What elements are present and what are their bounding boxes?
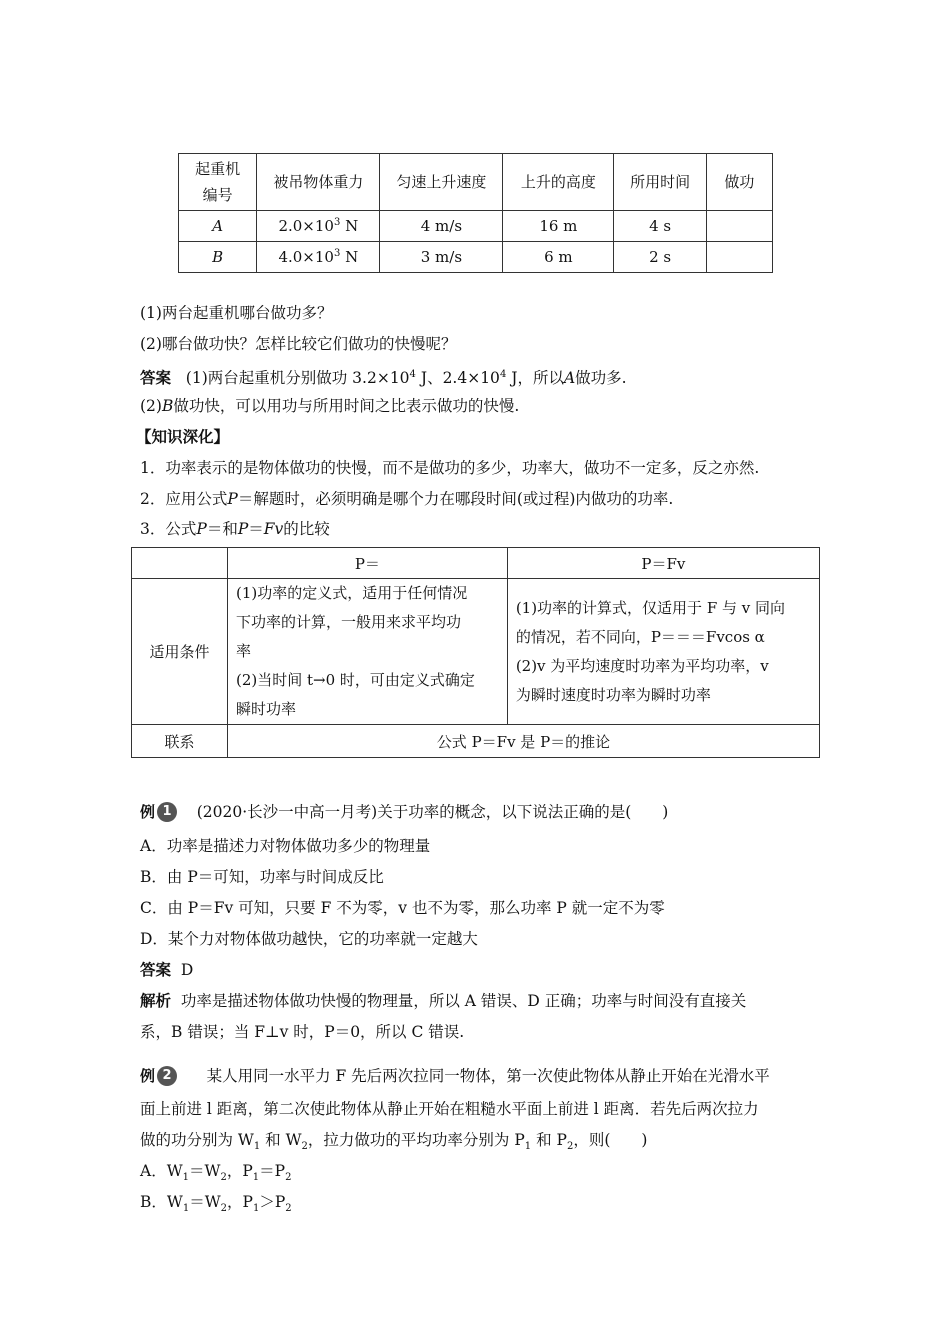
cell-weight: $4.0\times 10^3$ N (257, 242, 380, 273)
header-crane-id: 起重机 编号 (179, 154, 257, 211)
cell-def-conditions: (1)功率的定义式，适用于任何情况 下功率的计算，一般用来求平均功 率 (2)当时间 t→0 时，可由定义式确定 瞬时功率 (227, 579, 507, 725)
formula-compare-table (131, 547, 820, 758)
crane-table (178, 153, 773, 273)
example-1-analysis: 解析 功率是描述物体做功快慢的物理量，所以 A 错误、D 正确；功率与时间没有直接关 (140, 991, 747, 1010)
cell-id: A (179, 211, 257, 242)
example-1-stem: 例 1 (2020·长沙一中高一月考)关于功率的概念，以下说法正确的是( ) (140, 803, 669, 821)
answer-1: 答案 (1)两台起重机分别做功 $3.2\times 10^4$ J、$2.4\times 10^4$ J，所以A做功多. (140, 368, 627, 388)
answer-1-line2: (2)B做功快，可以用功与所用时间之比表示做功的快慢. (140, 397, 520, 415)
row-label-relation: 联系 (132, 725, 228, 758)
cell-fv-conditions: (1)功率的计算式，仅适用于 F 与 v 同向 的情况，若不同向，P＝＝＝Fvcos α (2)v 为平均速度时功率为平均功率，v 为瞬时速度时功率为瞬时功率 (507, 579, 819, 725)
deepen-title: 【知识深化】 (136, 427, 230, 446)
deepen-point-3: 3．公式P＝和P＝Fv的比较 (140, 520, 330, 538)
header-p-def: P＝ (227, 548, 507, 579)
header-empty (132, 548, 228, 579)
example-2-option-b: B．$W_1=W_2$，$P_1>P_2$ (140, 1193, 292, 1215)
cell-relation: 公式 P＝Fv 是 P＝的推论 (227, 725, 819, 758)
example-1-answer: 答案 D (140, 960, 194, 979)
example-1-option-a: A．功率是描述力对物体做功多少的物理量 (140, 837, 431, 855)
example-1-option-d: D．某个力对物体做功越快，它的功率就一定越大 (140, 930, 478, 948)
table-row (179, 211, 773, 242)
example-2-stem-2: 面上前进 l 距离，第二次使此物体从静止开始在粗糙水平面上前进 l 距离．若先后两次拉力 (140, 1100, 759, 1118)
example-2-stem: 例 2 某人用同一水平力 F 先后两次拉同一物体，第一次使此物体从静止开始在光滑水平 (140, 1067, 770, 1085)
header-speed: 匀速上升速度 (380, 154, 503, 211)
header-height: 上升的高度 (503, 154, 614, 211)
table-header-row (179, 154, 773, 211)
header-p-fv: P＝Fv (507, 548, 819, 579)
example-number-badge: 1 (157, 802, 177, 822)
header-work: 做功 (706, 154, 772, 211)
cell-weight: $2.0\times 10^3$ N (257, 211, 380, 242)
deepen-point-2: 2．应用公式P＝解题时，必须明确是哪个力在哪段时间(或过程)内做功的功率. (140, 490, 674, 508)
question-1: (1)两台起重机哪台做功多？ (140, 304, 333, 322)
example-1-analysis-2: 系，B 错误；当 F⊥v 时，P＝0，所以 C 错误. (140, 1023, 465, 1041)
cell-height: 6 m (503, 242, 614, 273)
example-2-option-a: A．$W_1=W_2$，$P_1=P_2$ (140, 1162, 292, 1184)
deepen-point-1: 1．功率表示的是物体做功的快慢，而不是做功的多少，功率大，做功不一定多，反之亦然. (140, 459, 760, 477)
header-time: 所用时间 (614, 154, 707, 211)
cell-time: 4 s (614, 211, 707, 242)
cell-work (706, 242, 772, 273)
example-2-stem-3: 做的功分别为 $W_1$ 和 $W_2$，拉力做功的平均功率分别为 $P_1$ 和 $P_2$，则( ) (140, 1131, 648, 1153)
table-row (132, 579, 820, 725)
example-1-option-b: B．由 P＝可知，功率与时间成反比 (140, 868, 384, 886)
cell-time: 2 s (614, 242, 707, 273)
table-row (132, 725, 820, 758)
row-label-conditions: 适用条件 (132, 579, 228, 725)
example-number-badge: 2 (157, 1066, 177, 1086)
cell-speed: 4 m/s (380, 211, 503, 242)
question-2: (2)哪台做功快？怎样比较它们做功的快慢呢？ (140, 335, 457, 353)
cell-id: B (179, 242, 257, 273)
cell-height: 16 m (503, 211, 614, 242)
header-weight: 被吊物体重力 (257, 154, 380, 211)
cell-work (706, 211, 772, 242)
cell-speed: 3 m/s (380, 242, 503, 273)
table-row (179, 242, 773, 273)
table-header-row (132, 548, 820, 579)
example-1-option-c: C．由 P＝Fv 可知，只要 F 不为零，v 也不为零，那么功率 P 就一定不为零 (140, 899, 665, 917)
answer-label: 答案 (140, 368, 172, 388)
